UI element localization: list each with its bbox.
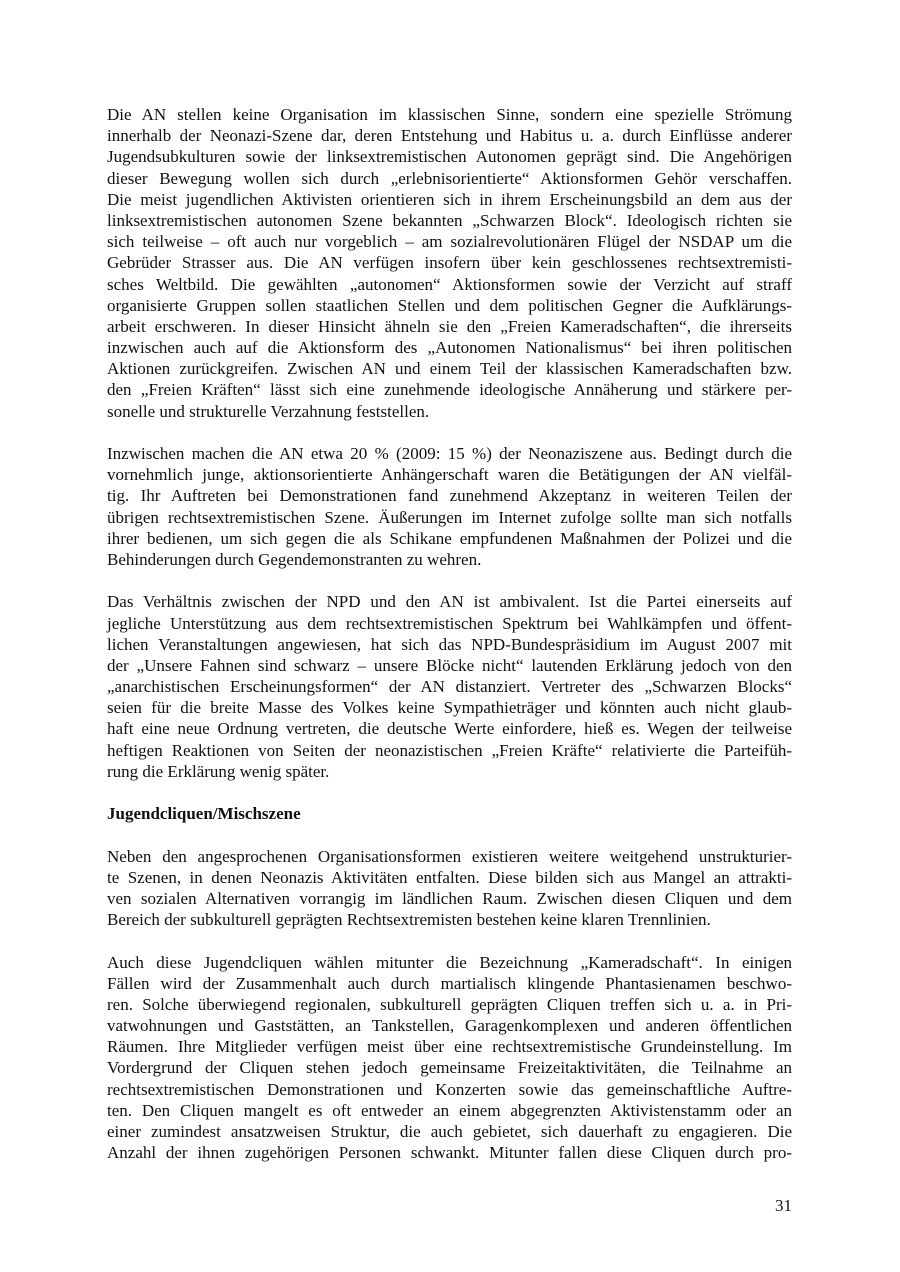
text-line: vatwohnungen und Gaststätten, an Tankstellen, Garagenkomplexen und anderen öffentlichen xyxy=(107,1016,792,1036)
text-line: seien für die breite Masse des Volkes keine Sympathieträger und könnten auch nicht glaub- xyxy=(107,698,792,718)
page-number: 31 xyxy=(775,1196,792,1215)
text-line: Fällen wird der Zusammenhalt auch durch martialisch klingende Phantasienamen beschwo- xyxy=(107,973,792,993)
paragraph xyxy=(107,952,792,1164)
text-line: Die meist jugendlichen Aktivisten orientieren sich in ihrem Erscheinungsbild an dem aus der xyxy=(107,189,792,209)
text-line: ten. Den Cliquen mangelt es oft entweder an einem abgegrenzten Aktivistenstamm oder an xyxy=(107,1100,792,1120)
text-line: innerhalb der Neonazi-Szene dar, deren Entstehung und Habitus u. a. durch Einflüsse anderer xyxy=(107,126,792,146)
text-line: Vordergrund der Cliquen stehen jedoch gemeinsame Freizeitaktivitäten, die Teilnahme an xyxy=(107,1058,792,1078)
text-line: lichen Veranstaltungen angewiesen, hat sich das NPD-Bundespräsidium im August 2007 mit xyxy=(107,634,792,654)
text-line: übrigen rechtsextremistischen Szene. Äußerungen im Internet zufolge sollte man sich notfalls xyxy=(107,507,792,527)
text-line: Bereich der subkulturell geprägten Rechtsextremisten bestehen keine klaren Trennlinien. xyxy=(107,910,711,930)
text-line: sich teilweise – oft auch nur vorgeblich – am sozialrevolutionären Flügel der NSDAP um die xyxy=(107,232,792,252)
text-line: heftigen Reaktionen von Seiten der neonazistischen „Freien Kräfte“ relativierte die Parteifüh- xyxy=(107,740,792,760)
paragraph-gap xyxy=(107,930,792,951)
text-line: ren. Solche überwiegend regionalen, subkulturell geprägten Cliquen treffen sich u. a. in Pri- xyxy=(107,994,792,1014)
paragraph-gap xyxy=(107,782,792,803)
text-line: sches Weltbild. Die gewählten „autonomen“ Aktionsformen sowie der Verzicht auf straff xyxy=(107,274,792,294)
text-line: Inzwischen machen die AN etwa 20 % (2009: 15 %) der Neonaziszene aus. Bedingt durch die xyxy=(107,444,792,463)
text-line: organisierte Gruppen sollen staatlichen Stellen und dem politischen Gegner die Aufklärungs- xyxy=(107,295,792,315)
text-line: ven sozialen Alternativen vorrangig im ländlichen Raum. Zwischen diesen Cliquen und dem xyxy=(107,888,792,908)
text-line: Aktionen zurückgreifen. Zwischen AN und einem Teil der klassischen Kameradschaften bzw. xyxy=(107,359,792,379)
text-line: haft eine neue Ordnung vertreten, die deutsche Werte einfordere, hieß es. Wegen der teilweise xyxy=(107,719,792,739)
text-line: Jugendsubkulturen sowie der linksextremistischen Autonomen geprägt sind. Die Angehörigen xyxy=(107,147,792,167)
text-line: einer zumindest ansatzweisen Struktur, die auch gebietet, sich dauerhaft zu engagieren. Die xyxy=(107,1122,792,1141)
text-line: rechtsextremistischen Demonstrationen und Konzerten sowie das gemeinschaftliche Auftre- xyxy=(107,1079,792,1099)
paragraph xyxy=(107,104,792,422)
text-line: rung die Erklärung wenig später. xyxy=(107,761,330,781)
text-line: dieser Bewegung wollen sich durch „erlebnisorientierte“ Aktionsformen Gehör verschaffen. xyxy=(107,168,792,188)
text-line: „anarchistischen Erscheinungsformen“ der AN distanziert. Vertreter des „Schwarzen Blocks“ xyxy=(107,677,792,697)
paragraph-gap xyxy=(107,570,792,591)
paragraph-gap xyxy=(107,422,792,443)
text-line: der „Unsere Fahnen sind schwarz – unsere Blöcke nicht“ lautenden Erklärung jedoch von den xyxy=(107,655,792,675)
text-line: vornehmlich junge, aktionsorientierte Anhängerschaft waren die Betätigungen der AN vielfäl- xyxy=(107,465,792,485)
text-line: sonelle und strukturelle Verzahnung feststellen. xyxy=(107,401,430,421)
text-line: Räumen. Ihre Mitglieder verfügen meist über eine rechtsextremistische Grundeinstellung. Im xyxy=(107,1037,792,1057)
text-line: tig. Ihr Auftreten bei Demonstrationen fand zunehmend Akzeptanz in weiteren Teilen der xyxy=(107,486,792,506)
text-line: Das Verhältnis zwischen der NPD und den AN ist ambivalent. Ist die Partei einerseits auf xyxy=(107,592,792,612)
text-line: te Szenen, in denen Neonazis Aktivitäten entfalten. Diese bilden sich aus Mangel an attrakti- xyxy=(107,867,792,887)
paragraph xyxy=(107,443,792,570)
text-line: ihrer bedienen, um sich gegen die als Schikane empfundenen Maßnahmen der Polizei und die xyxy=(107,528,792,548)
paragraph xyxy=(107,591,792,782)
paragraph-gap xyxy=(107,824,792,845)
paragraph xyxy=(107,846,792,931)
text-line: Die AN stellen keine Organisation im klassischen Sinne, sondern eine spezielle Strömung xyxy=(107,105,792,124)
text-line: Gebrüder Strasser aus. Die AN verfügen insofern über kein geschlossenes rechtsextremisti- xyxy=(107,253,792,273)
text-line: Anzahl der ihnen zugehörigen Personen schwankt. Mitunter fallen diese Cliquen durch pro- xyxy=(107,1143,792,1163)
text-line: jegliche Unterstützung aus dem rechtsextremistischen Spektrum bei Wahlkämpfen und öffent- xyxy=(107,613,792,633)
text-line: den „Freien Kräften“ lässt sich eine zunehmende ideologische Annäherung und stärkere per- xyxy=(107,380,792,400)
text-line: Behinderungen durch Gegendemonstranten zu wehren. xyxy=(107,549,482,569)
document-body xyxy=(107,104,792,1163)
text-line: Neben den angesprochenen Organisationsformen existieren weitere weitgehend unstrukturier- xyxy=(107,846,792,866)
text-line: Auch diese Jugendcliquen wählen mitunter die Bezeichnung „Kameradschaft“. In einigen xyxy=(107,952,792,972)
section-heading: Jugendcliquen/Mischszene xyxy=(107,804,301,824)
text-line: inzwischen auch auf die Aktionsform des „Autonomen Nationalismus“ bei ihren politischen xyxy=(107,338,792,358)
text-line: linksextremistischen autonomen Szene bekannten „Schwarzen Block“. Ideologisch richten sie xyxy=(107,210,792,230)
text-line: arbeit erschweren. In dieser Hinsicht ähneln sie den „Freien Kameradschaften“, die ihrerseits xyxy=(107,316,792,336)
